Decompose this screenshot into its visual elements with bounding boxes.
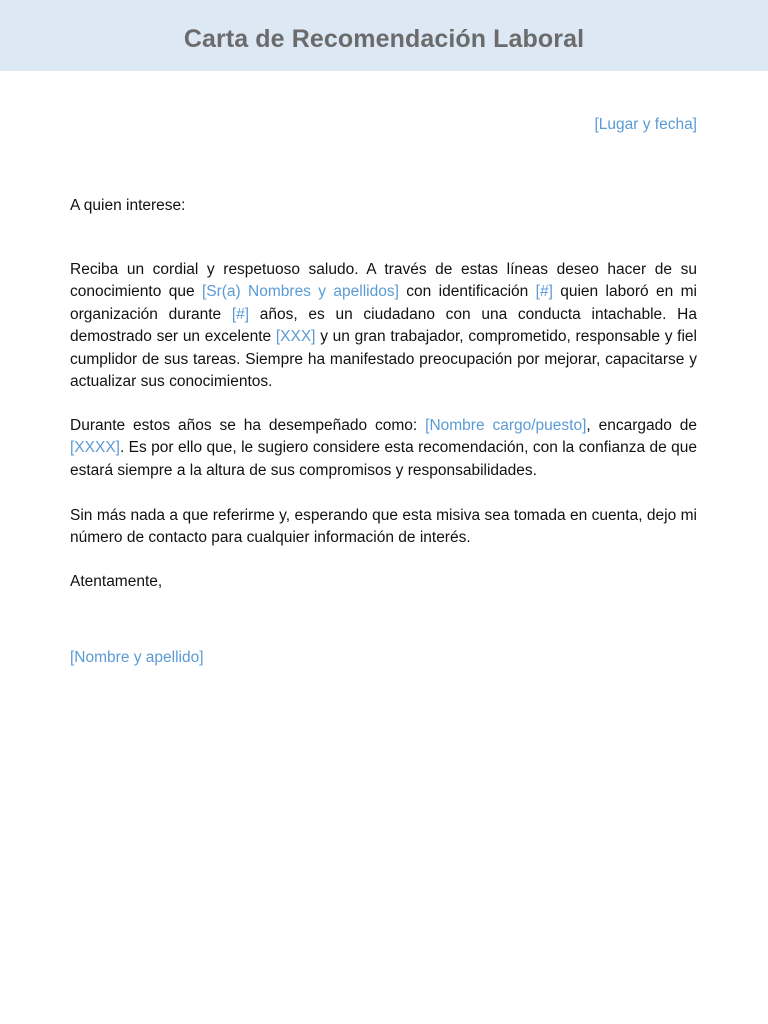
paragraph-text: quien laboró en mi organización durante [70,283,697,323]
paragraph-text: años, es un ciudadano con una conducta intachable. Ha demostrado ser un excelente [70,305,697,346]
candidate-name-placeholder: [Sr(a) Nombres y apellidos] [201,283,399,301]
paragraph-text: Reciba un cordial y respetuoso saludo. A través de estas líneas deseo hacer de su conocimiento que [70,261,697,301]
paragraph-introduction [70,259,697,393]
responsibility-placeholder: [XXXX] [70,439,120,457]
paragraph-text: Durante estos años se ha desempeñado como: [70,417,426,434]
id-number-placeholder: [#] [535,283,553,301]
paragraph-contact: Sin más nada a que referirme y, esperando que esta misiva sea tomada en cuenta, dejo mi número de contacto para cualquier información de interés. [70,507,697,547]
greeting: A quien interese: [70,197,186,214]
paragraph-text: , encargado de [586,417,697,434]
paragraph-position [70,415,697,482]
document-title: Carta de Recomendación Laboral [183,25,585,53]
closing: Atentamente, [70,573,163,590]
paragraph-text: y un gran trabajador, comprometido, responsable y fiel cumplidor de sus tareas. Siempre ha manifestado preocupación por mejorar, capacitarse y actualizar sus conocimientos. [70,328,697,391]
paragraph-text: . Es por ello que, le sugiero considere esta recomendación, con la confianza de que estará siempre a la altura de sus compromisos y responsabilidades. [70,439,697,479]
paragraph-text: con identificación [398,283,536,301]
signature-name-placeholder: [Nombre y apellido] [70,649,204,666]
years-placeholder: [#] [231,305,250,323]
profession-placeholder: [XXX] [275,328,316,346]
position-placeholder: [Nombre cargo/puesto] [425,417,587,434]
place-date-placeholder: [Lugar y fecha] [594,116,697,133]
